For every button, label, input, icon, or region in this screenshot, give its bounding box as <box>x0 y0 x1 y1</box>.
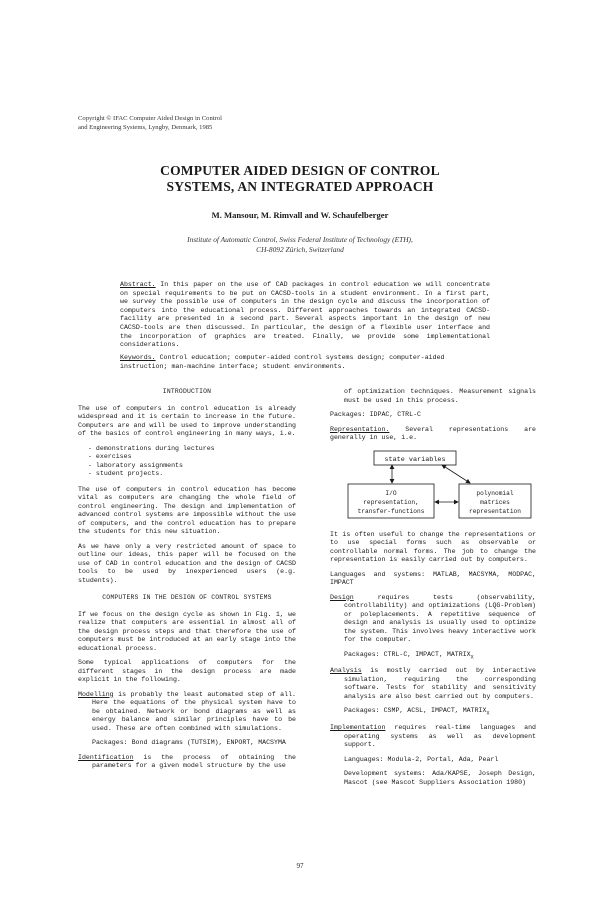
poly-line-3: representation <box>469 507 521 515</box>
identification-paragraph <box>78 754 296 771</box>
copyright-notice <box>78 114 298 132</box>
intro-paragraph-2: The use of computers in control education has become vital as computers are changing the whole field of control engineering. The design and implementation of advanced control systems are impossible without the use of computers, and the control education has to prepare the students for this new situation. <box>78 485 296 535</box>
packages-design <box>330 651 536 662</box>
intro-paragraph-3: As we have only a very restricted amount of space to outline our ideas, this paper will be focused on the use of CAD in control education and the design of CACSD tools to be used by inexperienced users (e.g. students). <box>78 542 296 584</box>
subscript-x: X <box>470 653 474 660</box>
development-systems: Development systems: Ada/KAPSE, Joseph Design, Mascot (see Mascot Suppliers Association 1980) <box>344 770 536 786</box>
design-text: requires tests (observability, controllability) and optimizations (LQG-Problem) or poleplacements. A repetitive sequence of design and analysis is usually used to optimize the system. This involves heavy interactive work for the computer. <box>344 593 536 643</box>
title-line-1: COMPUTER AIDED DESIGN OF CONTROL <box>160 163 440 178</box>
implementation-paragraph <box>330 724 536 750</box>
poly-line-1: polynomial <box>476 489 514 497</box>
packages-design-text: Packages: CTRL-C, IMPACT, MATRIX <box>344 650 471 658</box>
affiliation-line-2: CH-8092 Zürich, Switzerland <box>256 245 344 254</box>
design-paragraph <box>330 594 536 645</box>
arrow-right-diagonal <box>442 465 470 483</box>
section2-paragraph-1: If we focus on the design cycle as shown in Fig. 1, we realize that computers are essential in almost all of the design process steps and that therefore the use of computers must be introduced at an early stage into the educational process. <box>78 610 296 652</box>
introduction-heading: INTRODUCTION <box>162 388 212 395</box>
representation-text: Several representations are generally in use, i.e. <box>330 425 536 441</box>
implementation-text: requires real-time languages and operating systems as well as development support. <box>344 724 536 749</box>
modelling-packages: Packages: Bond diagrams (TUTSIM), ENPORT, MACSYMA <box>92 739 286 746</box>
subscript-x: X <box>486 710 490 717</box>
copyright-line-1: Copyright © IFAC Computer Aided Design in Control <box>78 115 222 122</box>
intro-paragraph-1: The use of computers in control education is already widespread and it is certain to increase in the future. Computers are and will be used to improve understanding of the basics of control engineering in many ways, i.e. <box>78 404 296 437</box>
list-item: - student projects. <box>88 470 296 479</box>
analysis-text: is mostly carried out by interactive simulation, requiring the corresponding software. Tests for stability and sensitivity analysis are also best carried out by computers. <box>344 667 536 700</box>
packages-analysis <box>330 707 536 718</box>
poly-line-2: matrices <box>480 498 510 506</box>
usage-list <box>88 445 296 479</box>
keywords-label: Keywords. <box>120 354 156 361</box>
state-variables-label: state variables <box>384 455 446 464</box>
page-number: 97 <box>296 862 304 870</box>
representation-paragraph-2: It is often useful to change the representations or to use special forms such as observable or controllable normal forms. The job to change the representation is easily carried out by computers. <box>330 530 536 563</box>
io-line-3: transfer-functions <box>357 507 425 515</box>
packages-analysis-text: Packages: CSMP, ACSL, IMPACT, MATRIX <box>344 707 487 715</box>
section2-heading: COMPUTERS IN THE DESIGN OF CONTROL SYSTEMS <box>102 594 272 601</box>
identification-label: Identification <box>78 753 134 761</box>
identification-text: is the process of obtaining the parameters for a given model structure by the use <box>92 753 296 769</box>
analysis-paragraph <box>330 667 536 701</box>
keywords <box>120 354 490 371</box>
modelling-text: is probably the least automated step of all. Here the equations of the physical system have to be obtained. Network or bond diagrams as well as energy balance and similar principles have to be used. These are often combined with simulations. <box>92 690 296 732</box>
languages-systems: Languages and systems: MATLAB, MACSYMA, MODPAC, IMPACT <box>330 570 536 586</box>
copyright-line-2: and Engineering Systems, Lyngby, Denmark, 1985 <box>78 124 213 131</box>
io-line-1: I/O <box>385 489 397 497</box>
optimization-continuation: of optimization techniques. Measurement signals must be used in this process. <box>344 388 536 404</box>
representation-label: Representation. <box>330 425 390 433</box>
affiliation <box>100 235 500 255</box>
list-item: - exercises <box>88 453 296 462</box>
left-column <box>78 388 296 777</box>
list-item: - laboratory assignments <box>88 462 296 471</box>
abstract-label: Abstract. <box>120 281 156 288</box>
io-line-2: representation, <box>363 498 419 506</box>
modelling-paragraph <box>78 691 296 734</box>
analysis-label: Analysis <box>330 667 362 675</box>
abstract <box>120 281 490 350</box>
section2-paragraph-2: Some typical applications of computers for the different stages in the design process are made explicit in the following. <box>78 659 296 683</box>
representation-paragraph <box>330 426 536 443</box>
affiliation-line-1: Institute of Automatic Control, Swiss Federal Institute of Technology (ETH), <box>187 235 413 244</box>
paper-title <box>100 163 500 195</box>
list-item: - demonstrations during lectures <box>88 445 296 454</box>
packages-idpac: Packages: IDPAC, CTRL-C <box>330 411 422 418</box>
title-line-2: SYSTEMS, AN INTEGRATED APPROACH <box>166 179 434 194</box>
representation-diagram <box>330 449 536 523</box>
implementation-label: Implementation <box>330 724 386 732</box>
right-column <box>330 388 536 793</box>
abstract-text: In this paper on the use of CAD packages in control education we will concentrate on special requirements to be put on CACSD-tools in a student environment. In a first part, we survey the possible use of computers in the design cycle and discuss the incorporation of computers into the educational process. Different approaches towards an integrated CACSD-facility are presented in a second part. Several aspects important in the design of new CACSD-tools are then discussed. In particular, the design of a flexible user interface and the incorporation of graphics are treated. Finally, we provide some implementational considerations. <box>120 281 490 349</box>
authors: M. Mansour, M. Rimvall and W. Schaufelberger <box>211 210 389 220</box>
modelling-label: Modelling <box>78 690 114 698</box>
design-label: Design <box>330 593 354 601</box>
languages-implementation: Languages: Modula-2, Portal, Ada, Pearl <box>344 755 499 763</box>
keywords-text: Control education; computer-aided control systems design; computer-aided instruction; man-machine interface; student environments. <box>120 354 445 370</box>
